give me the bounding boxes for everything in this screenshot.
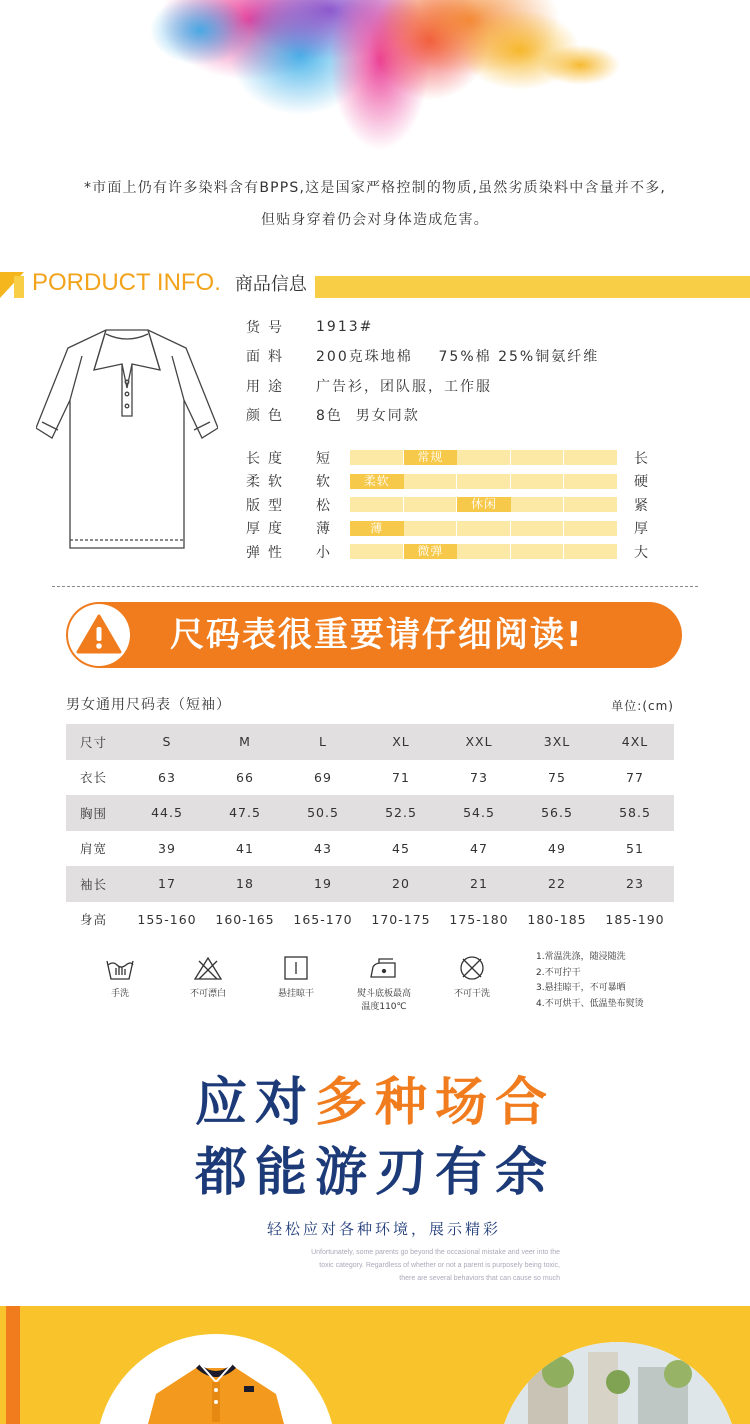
scale-row [246, 517, 666, 541]
spec-key: 面料 [246, 349, 290, 366]
shirt-photo-circle [96, 1334, 336, 1424]
table-cell: 衣长 [80, 770, 108, 786]
care-label: 熨斗底板最高 温度110℃ [356, 989, 411, 1012]
scale-marker: 微弹 [404, 544, 458, 559]
table-cell: 22 [518, 866, 596, 902]
table-cell: 肩宽 [80, 841, 108, 857]
no-dry-clean-icon [457, 955, 487, 981]
table-cell: 155-160 [137, 911, 197, 927]
headline-line-1 [0, 1060, 750, 1135]
table-cell: 165-170 [293, 911, 353, 927]
street-scene-photo [498, 1342, 738, 1424]
header-cell: XXL [440, 724, 518, 760]
scale-row [246, 470, 666, 494]
table-cell: 73 [470, 769, 488, 785]
size-table [66, 724, 674, 937]
table-row [66, 795, 674, 831]
table-cell: 18 [206, 866, 284, 902]
warning-title: 尺码表很重要请仔细阅读! [170, 615, 584, 655]
size-table-unit: 单位:(cm) [611, 699, 674, 713]
size-table-caption: 男女通用尺码表（短袖） [66, 697, 231, 713]
care-note: 1.常温洗涤，随浸随洗 [536, 952, 626, 962]
care-item [252, 955, 340, 1012]
warning-icon [76, 612, 122, 658]
scale-track [350, 521, 618, 536]
scale-high: 长 [634, 450, 648, 467]
table-cell: 17 [128, 866, 206, 902]
dye-safety-notice [0, 172, 750, 236]
table-row [66, 866, 674, 902]
table-cell: 胸围 [66, 795, 128, 831]
table-cell: 69 [314, 769, 332, 785]
spec-value: 8色 男女同款 [316, 408, 420, 425]
scene-section [0, 1306, 750, 1424]
table-cell: 身高 [80, 912, 108, 928]
table-cell: 23 [596, 866, 674, 902]
table-cell: 44.5 [128, 795, 206, 831]
scale-low: 小 [316, 544, 330, 561]
scale-marker: 常规 [404, 450, 458, 465]
care-item [76, 955, 164, 1012]
care-item [340, 955, 428, 1012]
scale-marker: 休闲 [457, 497, 511, 512]
table-cell: 43 [314, 840, 332, 856]
notice-line-2: 但贴身穿着仍会对身体造成危害。 [261, 212, 489, 228]
header-cell: 尺寸 [66, 724, 128, 760]
header-cell: M [206, 724, 284, 760]
table-cell: 185-190 [605, 911, 665, 927]
table-cell: 47.5 [206, 795, 284, 831]
scale-track [350, 497, 618, 512]
table-cell: 45 [392, 840, 410, 856]
headline-line-2: 都能游刃有余 [194, 1143, 555, 1203]
header-chinese-title: 商品信息 [234, 274, 307, 295]
scale-low: 软 [316, 474, 330, 491]
scale-track [350, 450, 618, 465]
table-cell: 袖长 [66, 866, 128, 902]
polo-shirt-drawing [36, 326, 218, 556]
table-cell: 52.5 [362, 795, 440, 831]
spec-value: 广告衫，团队服，工作服 [316, 378, 492, 395]
care-note: 3.悬挂晾干，不可暴晒 [536, 983, 626, 993]
care-label: 不可干洗 [453, 989, 490, 999]
header-cell: 3XL [518, 724, 596, 760]
table-cell: 58.5 [596, 795, 674, 831]
table-cell: 49 [548, 840, 566, 856]
english-line: Unfortunately, some parents go beyond the occasional mistake and veer into the [311, 1249, 560, 1256]
color-powder-splash [0, 0, 750, 160]
table-cell: 71 [392, 769, 410, 785]
table-cell: 175-180 [449, 911, 509, 927]
table-cell: 170-175 [371, 911, 431, 927]
spec-value: 200克珠地棉 75%棉 25%铜氨纤维 [316, 349, 600, 366]
warning-badge [68, 604, 130, 666]
scale-key: 柔软 [246, 474, 290, 491]
care-label: 手洗 [110, 989, 129, 999]
table-cell: 180-185 [527, 911, 587, 927]
scale-key: 长度 [246, 450, 290, 467]
scale-marker: 柔软 [350, 474, 404, 489]
scale-track [350, 544, 618, 559]
table-cell: 75 [548, 769, 566, 785]
scale-track [350, 474, 618, 489]
feature-scales [246, 446, 666, 564]
table-cell: 21 [440, 866, 518, 902]
scale-marker: 薄 [350, 521, 404, 536]
table-cell: 77 [626, 769, 644, 785]
product-info-header [0, 269, 750, 298]
notice-line-1: *市面上仍有许多染料含有BPPS,这是国家严格控制的物质,虽然劣质染料中含量并不多, [83, 180, 667, 196]
header-cell: 4XL [596, 724, 674, 760]
header-cell: S [128, 724, 206, 760]
spec-key: 用途 [246, 378, 290, 395]
table-row [66, 831, 674, 867]
scale-high: 紧 [634, 497, 648, 514]
iron-icon [369, 955, 399, 981]
care-label: 悬挂晾干 [277, 989, 314, 999]
care-label: 不可漂白 [189, 989, 226, 999]
english-copy [220, 1246, 560, 1285]
care-note: 2.不可拧干 [536, 967, 581, 978]
table-cell: 56.5 [518, 795, 596, 831]
table-header-row [66, 724, 674, 760]
table-cell: 19 [284, 866, 362, 902]
no-bleach-icon [193, 955, 223, 981]
english-line: there are several behaviors that can cause so much [399, 1275, 560, 1282]
scale-high: 硬 [634, 474, 648, 491]
care-item [428, 955, 516, 1012]
product-specs [246, 312, 666, 430]
hand-wash-icon [105, 955, 135, 981]
scale-row [246, 493, 666, 517]
scale-low: 薄 [316, 521, 330, 538]
care-notes [536, 950, 644, 1012]
header-english-title: PORDUCT INFO. [32, 269, 221, 296]
scale-low: 松 [316, 497, 330, 514]
scale-key: 弹性 [246, 544, 290, 561]
header-label [24, 268, 315, 298]
table-cell: 39 [158, 840, 176, 856]
scale-row [246, 540, 666, 564]
spec-key: 货号 [246, 319, 290, 336]
spec-row [246, 342, 666, 372]
care-icons [76, 955, 516, 1012]
dashed-divider [52, 586, 698, 587]
table-cell: 47 [470, 840, 488, 856]
table-cell: 20 [362, 866, 440, 902]
table-cell: 50.5 [284, 795, 362, 831]
care-item [164, 955, 252, 1012]
spec-row [246, 401, 666, 431]
table-cell: 51 [626, 840, 644, 856]
english-line: toxic category. Regardless of whether or not a parent is purposely being toxic, [319, 1262, 560, 1269]
headline-part-b: 多种场合 [315, 1073, 556, 1133]
accent-stripe [6, 1306, 20, 1424]
scale-low: 短 [316, 450, 330, 467]
care-note: 4.不可烘干、低温垫布熨烫 [536, 998, 644, 1009]
spec-value: 1913# [316, 318, 374, 335]
orange-polo-photo [96, 1334, 336, 1424]
street-photo-circle [498, 1342, 738, 1424]
spec-row [246, 371, 666, 401]
table-cell: 54.5 [440, 795, 518, 831]
scale-row [246, 446, 666, 470]
spec-key: 颜色 [246, 408, 290, 425]
spec-row [246, 312, 666, 342]
scale-key: 版型 [246, 497, 290, 514]
scale-high: 大 [634, 544, 648, 561]
table-cell: 66 [236, 769, 254, 785]
size-chart-warning-banner [66, 602, 682, 668]
table-cell: 160-165 [215, 911, 275, 927]
table-cell: 63 [158, 769, 176, 785]
headline-part-a: 应对 [194, 1073, 315, 1133]
table-row [66, 760, 674, 796]
table-row [66, 902, 674, 938]
scale-key: 厚度 [246, 521, 290, 538]
hang-dry-icon [281, 955, 311, 981]
scale-high: 厚 [634, 521, 648, 538]
header-cell: L [284, 724, 362, 760]
tagline: 轻松应对各种环境，展示精彩 [266, 1220, 501, 1238]
table-cell: 41 [236, 840, 254, 856]
header-cell: XL [362, 724, 440, 760]
